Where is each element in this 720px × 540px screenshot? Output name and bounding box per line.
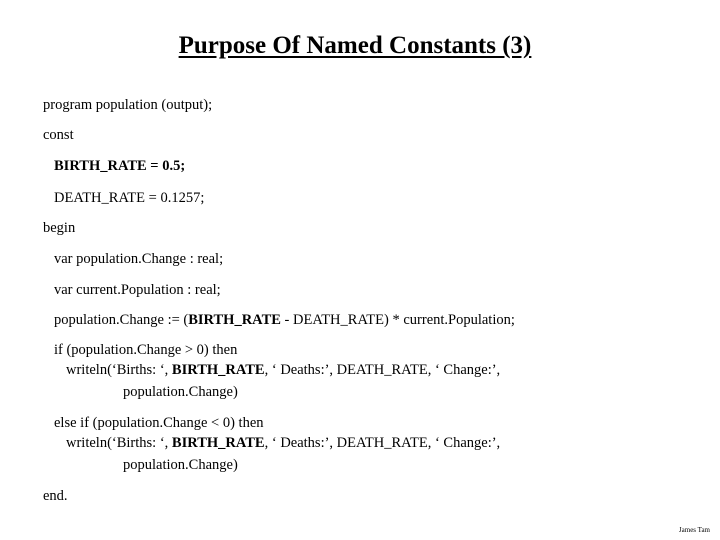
code-line-writeln-2-cont: population.Change) (123, 457, 238, 473)
assignment-prefix: population.Change := ( (54, 312, 189, 328)
code-line-else-if: else if (population.Change < 0) then (54, 415, 264, 431)
assignment-suffix: - DEATH_RATE) * current.Population; (280, 312, 515, 328)
writeln-1-birth-rate: BIRTH_RATE (171, 362, 265, 378)
writeln-2-prefix: writeln(‘Births: ‘, (66, 435, 172, 451)
code-line-birth-rate: BIRTH_RATE = 0.5; (54, 158, 186, 174)
code-line-end: end. (43, 488, 68, 504)
footer-author: James Tam (678, 526, 710, 534)
assignment-birth-rate: BIRTH_RATE (188, 312, 281, 328)
slide-title: Purpose Of Named Constants (3) (178, 32, 532, 59)
writeln-2-suffix: , ‘ Deaths:’, DEATH_RATE, ‘ Change:’, (264, 435, 501, 451)
code-line-program: program population (output); (43, 97, 213, 113)
code-line-begin: begin (43, 220, 76, 236)
code-line-writeln-1 (66, 361, 500, 379)
code-line-writeln-1-cont: population.Change) (123, 384, 238, 400)
code-line-assignment (54, 311, 515, 329)
code-line-writeln-2 (66, 434, 500, 452)
code-line-var-current: var current.Population : real; (54, 282, 221, 298)
code-line-if: if (population.Change > 0) then (54, 342, 238, 358)
writeln-1-prefix: writeln(‘Births: ‘, (66, 362, 172, 378)
code-line-var-change: var population.Change : real; (54, 251, 224, 267)
writeln-2-birth-rate: BIRTH_RATE (171, 435, 265, 451)
writeln-1-suffix: , ‘ Deaths:’, DEATH_RATE, ‘ Change:’, (264, 362, 501, 378)
code-line-const: const (43, 127, 74, 143)
code-line-death-rate: DEATH_RATE = 0.1257; (54, 190, 205, 206)
